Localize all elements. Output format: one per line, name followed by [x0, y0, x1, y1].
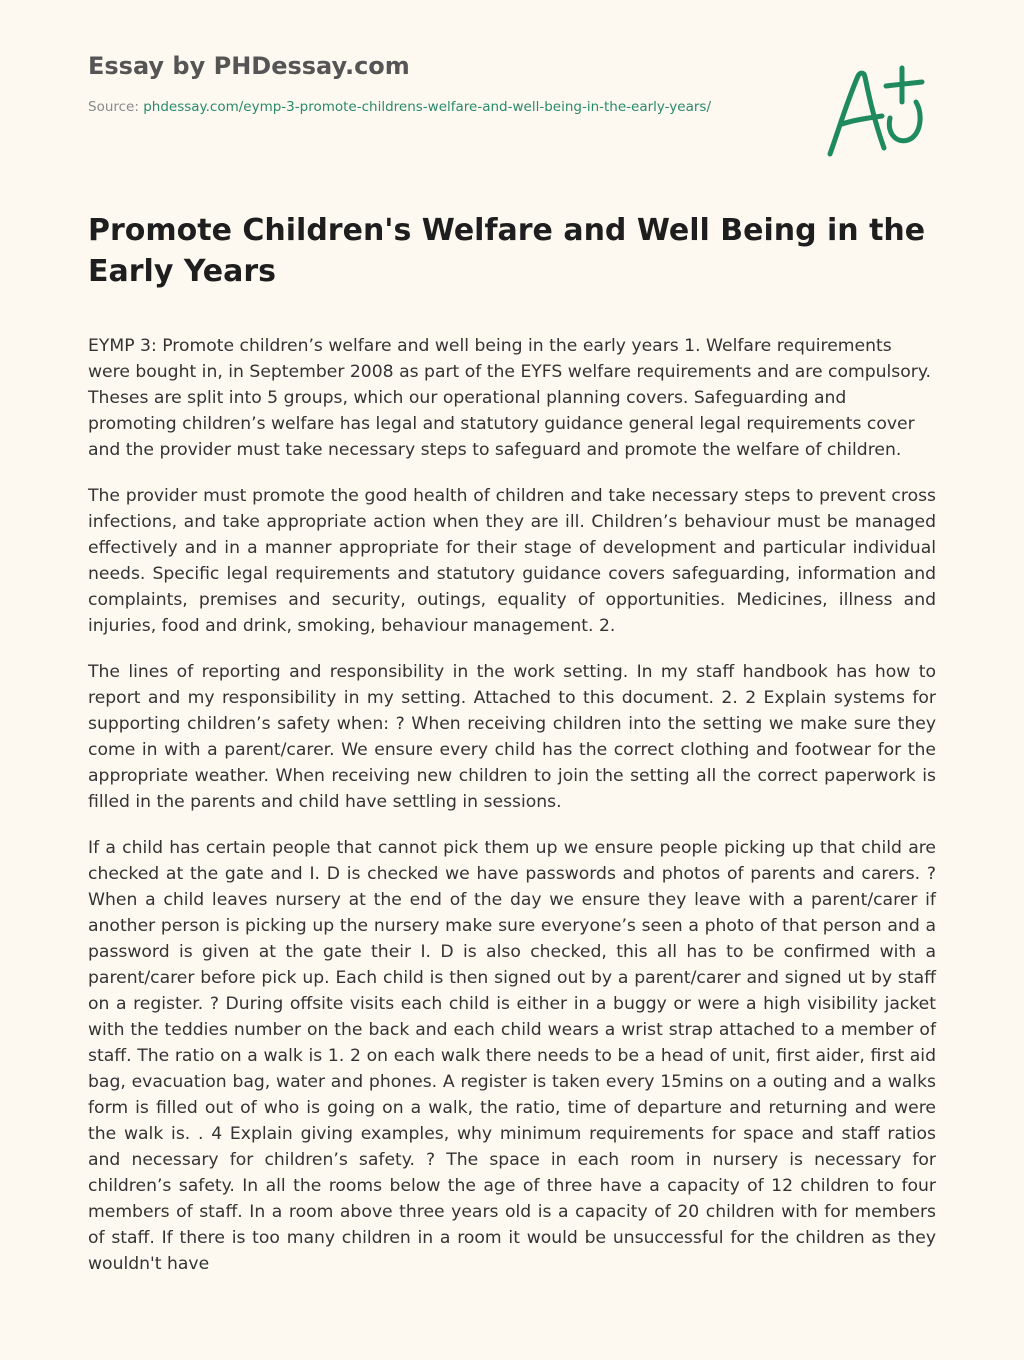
page-title: Promote Children's Welfare and Well Being in the Early Years [88, 213, 926, 289]
source-line [88, 97, 738, 118]
essay-body [88, 333, 936, 1297]
a-plus-logo-icon [820, 62, 930, 162]
source-label: Source: [88, 99, 144, 115]
source-link[interactable]: phdessay.com/eymp-3-promote-childrens-welfare-and-well-being-in-the-early-years/ [143, 99, 712, 115]
paragraph: EYMP 3: Promote children’s welfare and well being in the early years 1. Welfare requirements were bought in, in September 2008 as part of the EYFS welfare requirements and are compulsory. Theses are split into 5 groups, which our operational planning covers. Safeguarding and promoting children’s welfare has legal and statutory guidance general legal requirements cover and the provider must take necessary steps to safeguard and promote the welfare of children. [88, 336, 932, 460]
header [88, 50, 788, 118]
paragraph: If a child has certain people that cannot pick them up we ensure people picking up that child are checked at the gate and I. D is checked we have passwords and photos of parents and carers. ? When a child leaves nursery at the end of the day we ensure they leave with a parent/carer if another person is picking up the nursery make sure everyone’s seen a photo of that person and a password is given at the gate their I. D is also checked, this all has to be confirmed with a parent/carer before pick up. Each child is then signed out by a parent/carer and signed ut by staff on a register. ? During offsite visits each child is either in a buggy or were a high visibility jacket with the teddies number on the back and each child wears a wrist strap attached to a member of staff. The ratio on a walk is 1. 2 on each walk there needs to be a head of unit, first aider, first aid bag, evacuation bag, water and phones. A register is taken every 15mins on a outing and a walks form is filled out of who is going on a walk, the ratio, time of departure and returning and were the walk is. . 4 Explain giving examples, why minimum requirements for space and staff ratios and necessary for children’s safety. ? The space in each room in nursery is necessary for children’s safety. In all the rooms below the age of three have a capacity of 12 children to four members of staff. In a room above three years old is a capacity of 20 children with for members of staff. If there is too many children in a room it would be unsuccessful for the children as they wouldn't have [88, 838, 936, 1274]
paragraph: The lines of reporting and responsibility in the work setting. In my staff handbook has how to report and my responsibility in my setting. Attached to this document. 2. 2 Explain systems for supporting children’s safety when: ? When receiving children into the setting we make sure they come in with a parent/carer. We ensure every child has the correct clothing and footwear for the appropriate weather. When receiving new children to join the setting all the correct paperwork is filled in the parents and child have settling in sessions. [88, 662, 936, 812]
paragraph: The provider must promote the good health of children and take necessary steps to prevent cross infections, and take appropriate action when they are ill. Children’s behaviour must be managed effectively and in a manner appropriate for their stage of development and particular individual needs. Specific legal requirements and statutory guidance covers safeguarding, information and complaints, premises and security, outings, equality of opportunities. Medicines, illness and injuries, food and drink, smoking, behaviour management. 2. [88, 486, 936, 636]
brand-name[interactable]: Essay by PHDessay.com [88, 52, 410, 80]
